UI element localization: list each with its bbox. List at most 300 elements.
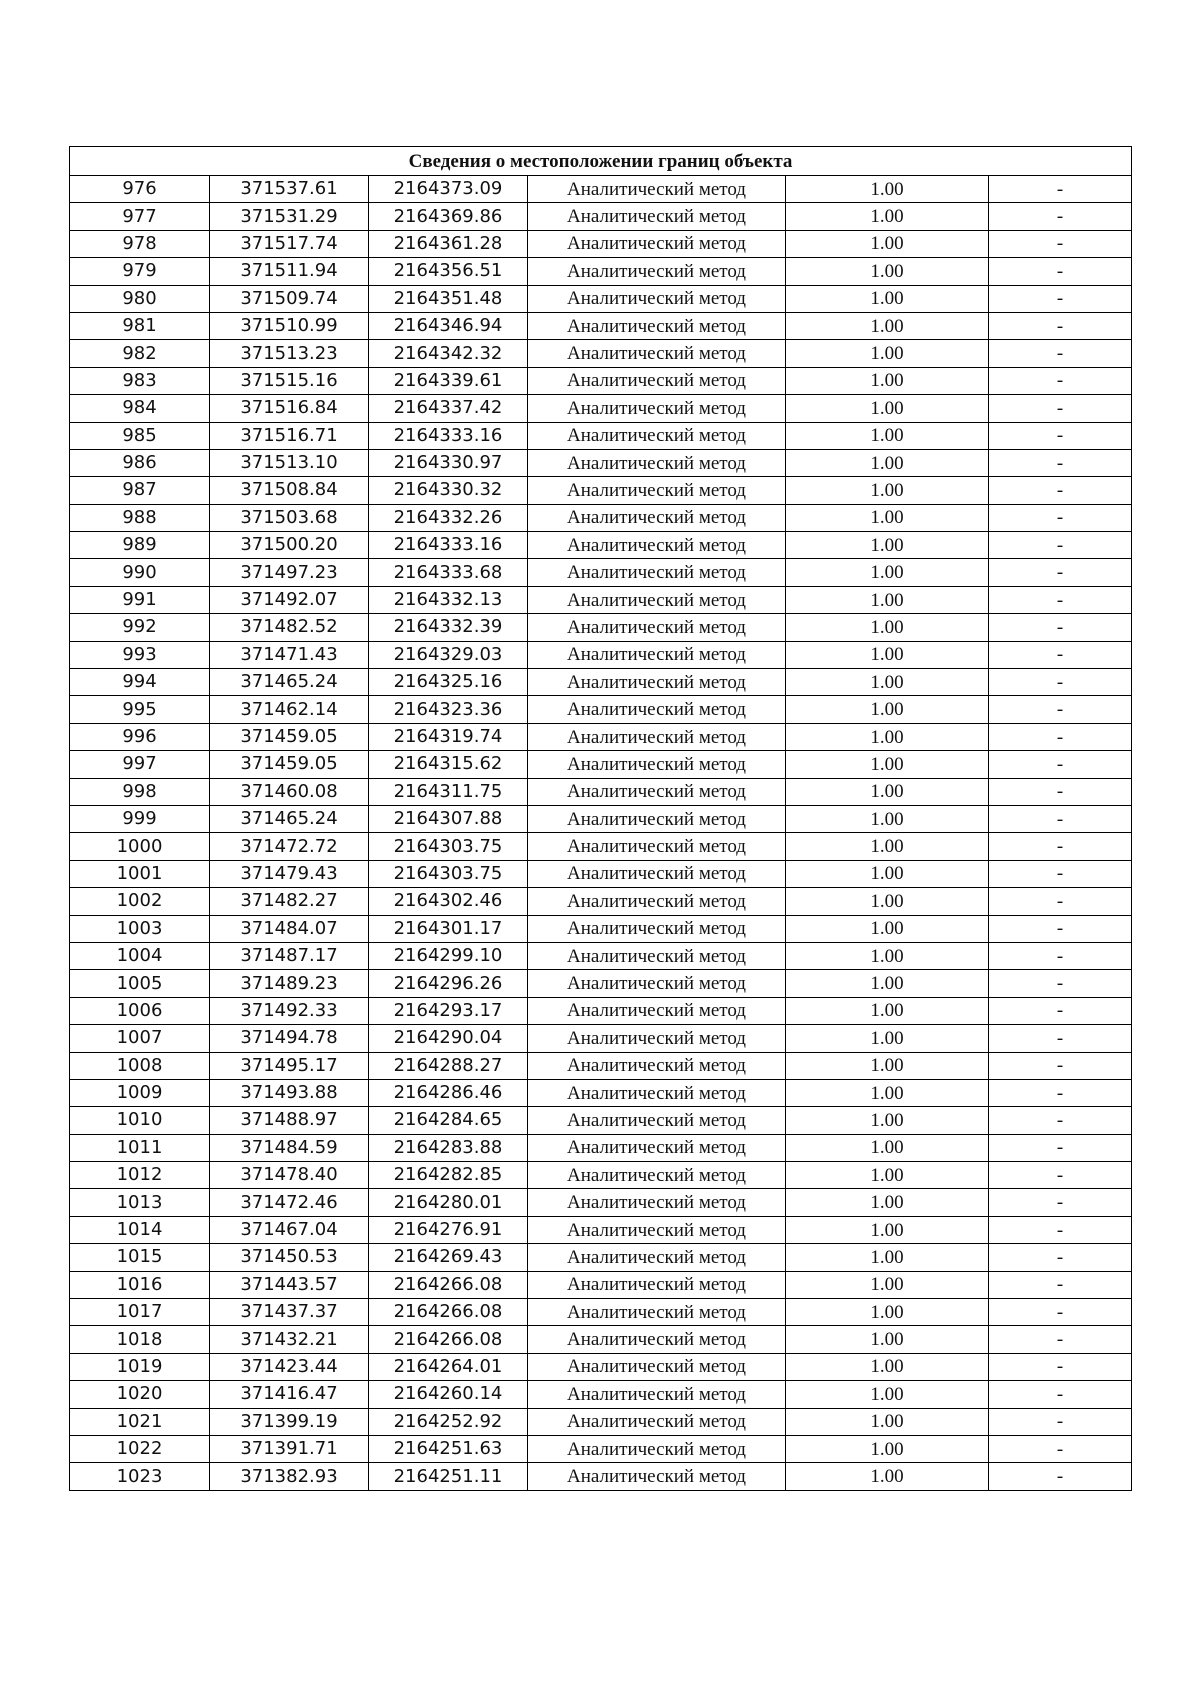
description-cell: - — [989, 1408, 1132, 1435]
method-cell: Аналитический метод — [528, 915, 786, 942]
point-number-cell: 983 — [70, 367, 210, 394]
table-row — [70, 805, 1132, 832]
y-coordinate-cell: 2164276.91 — [369, 1216, 528, 1243]
precision-cell: 1.00 — [786, 696, 989, 723]
y-coordinate-cell: 2164303.75 — [369, 833, 528, 860]
y-coordinate-cell: 2164288.27 — [369, 1052, 528, 1079]
x-coordinate-cell: 371503.68 — [210, 504, 369, 531]
y-coordinate-cell: 2164260.14 — [369, 1381, 528, 1408]
method-cell: Аналитический метод — [528, 230, 786, 257]
method-cell: Аналитический метод — [528, 1326, 786, 1353]
method-cell: Аналитический метод — [528, 176, 786, 203]
point-number-cell: 1012 — [70, 1162, 210, 1189]
description-cell: - — [989, 1052, 1132, 1079]
table-row — [70, 1025, 1132, 1052]
x-coordinate-cell: 371492.07 — [210, 586, 369, 613]
method-cell: Аналитический метод — [528, 1381, 786, 1408]
method-cell: Аналитический метод — [528, 942, 786, 969]
table-row — [70, 1216, 1132, 1243]
x-coordinate-cell: 371515.16 — [210, 367, 369, 394]
point-number-cell: 980 — [70, 285, 210, 312]
description-cell: - — [989, 915, 1132, 942]
x-coordinate-cell: 371513.23 — [210, 340, 369, 367]
precision-cell: 1.00 — [786, 1326, 989, 1353]
table-row — [70, 1162, 1132, 1189]
description-cell: - — [989, 395, 1132, 422]
table-row — [70, 203, 1132, 230]
point-number-cell: 999 — [70, 805, 210, 832]
y-coordinate-cell: 2164251.11 — [369, 1463, 528, 1490]
precision-cell: 1.00 — [786, 997, 989, 1024]
point-number-cell: 1020 — [70, 1381, 210, 1408]
precision-cell: 1.00 — [786, 449, 989, 476]
precision-cell: 1.00 — [786, 230, 989, 257]
method-cell: Аналитический метод — [528, 312, 786, 339]
point-number-cell: 1016 — [70, 1271, 210, 1298]
method-cell: Аналитический метод — [528, 696, 786, 723]
precision-cell: 1.00 — [786, 1079, 989, 1106]
y-coordinate-cell: 2164332.13 — [369, 586, 528, 613]
table-row — [70, 312, 1132, 339]
table-row — [70, 504, 1132, 531]
precision-cell: 1.00 — [786, 1025, 989, 1052]
precision-cell: 1.00 — [786, 586, 989, 613]
table-row — [70, 586, 1132, 613]
point-number-cell: 1007 — [70, 1025, 210, 1052]
precision-cell: 1.00 — [786, 942, 989, 969]
x-coordinate-cell: 371500.20 — [210, 532, 369, 559]
y-coordinate-cell: 2164351.48 — [369, 285, 528, 312]
y-coordinate-cell: 2164293.17 — [369, 997, 528, 1024]
method-cell: Аналитический метод — [528, 586, 786, 613]
table-row — [70, 641, 1132, 668]
description-cell: - — [989, 641, 1132, 668]
point-number-cell: 991 — [70, 586, 210, 613]
precision-cell: 1.00 — [786, 1189, 989, 1216]
precision-cell: 1.00 — [786, 367, 989, 394]
point-number-cell: 1011 — [70, 1134, 210, 1161]
x-coordinate-cell: 371497.23 — [210, 559, 369, 586]
method-cell: Аналитический метод — [528, 1271, 786, 1298]
x-coordinate-cell: 371517.74 — [210, 230, 369, 257]
description-cell: - — [989, 258, 1132, 285]
method-cell: Аналитический метод — [528, 1134, 786, 1161]
y-coordinate-cell: 2164311.75 — [369, 778, 528, 805]
precision-cell: 1.00 — [786, 258, 989, 285]
table-row — [70, 1134, 1132, 1161]
method-cell: Аналитический метод — [528, 1079, 786, 1106]
table-row — [70, 1244, 1132, 1271]
point-number-cell: 1013 — [70, 1189, 210, 1216]
x-coordinate-cell: 371516.71 — [210, 422, 369, 449]
table-row — [70, 449, 1132, 476]
point-number-cell: 1000 — [70, 833, 210, 860]
x-coordinate-cell: 371416.47 — [210, 1381, 369, 1408]
x-coordinate-cell: 371495.17 — [210, 1052, 369, 1079]
y-coordinate-cell: 2164296.26 — [369, 970, 528, 997]
x-coordinate-cell: 371489.23 — [210, 970, 369, 997]
point-number-cell: 1021 — [70, 1408, 210, 1435]
y-coordinate-cell: 2164269.43 — [369, 1244, 528, 1271]
description-cell: - — [989, 1134, 1132, 1161]
x-coordinate-cell: 371493.88 — [210, 1079, 369, 1106]
table-row — [70, 1189, 1132, 1216]
y-coordinate-cell: 2164266.08 — [369, 1299, 528, 1326]
x-coordinate-cell: 371492.33 — [210, 997, 369, 1024]
x-coordinate-cell: 371467.04 — [210, 1216, 369, 1243]
precision-cell: 1.00 — [786, 1435, 989, 1462]
point-number-cell: 993 — [70, 641, 210, 668]
point-number-cell: 1019 — [70, 1353, 210, 1380]
y-coordinate-cell: 2164330.32 — [369, 477, 528, 504]
y-coordinate-cell: 2164252.92 — [369, 1408, 528, 1435]
table-row — [70, 340, 1132, 367]
point-number-cell: 1005 — [70, 970, 210, 997]
y-coordinate-cell: 2164264.01 — [369, 1353, 528, 1380]
precision-cell: 1.00 — [786, 970, 989, 997]
x-coordinate-cell: 371516.84 — [210, 395, 369, 422]
description-cell: - — [989, 1299, 1132, 1326]
x-coordinate-cell: 371450.53 — [210, 1244, 369, 1271]
method-cell: Аналитический метод — [528, 888, 786, 915]
description-cell: - — [989, 805, 1132, 832]
precision-cell: 1.00 — [786, 1463, 989, 1490]
table-row — [70, 723, 1132, 750]
description-cell: - — [989, 669, 1132, 696]
y-coordinate-cell: 2164361.28 — [369, 230, 528, 257]
description-cell: - — [989, 1353, 1132, 1380]
precision-cell: 1.00 — [786, 312, 989, 339]
y-coordinate-cell: 2164266.08 — [369, 1326, 528, 1353]
method-cell: Аналитический метод — [528, 778, 786, 805]
description-cell: - — [989, 1271, 1132, 1298]
point-number-cell: 1002 — [70, 888, 210, 915]
point-number-cell: 995 — [70, 696, 210, 723]
point-number-cell: 997 — [70, 751, 210, 778]
point-number-cell: 994 — [70, 669, 210, 696]
x-coordinate-cell: 371382.93 — [210, 1463, 369, 1490]
y-coordinate-cell: 2164303.75 — [369, 860, 528, 887]
method-cell: Аналитический метод — [528, 751, 786, 778]
y-coordinate-cell: 2164333.16 — [369, 422, 528, 449]
y-coordinate-cell: 2164333.16 — [369, 532, 528, 559]
precision-cell: 1.00 — [786, 504, 989, 531]
x-coordinate-cell: 371484.07 — [210, 915, 369, 942]
point-number-cell: 977 — [70, 203, 210, 230]
precision-cell: 1.00 — [786, 1299, 989, 1326]
precision-cell: 1.00 — [786, 1216, 989, 1243]
method-cell: Аналитический метод — [528, 723, 786, 750]
y-coordinate-cell: 2164286.46 — [369, 1079, 528, 1106]
description-cell: - — [989, 888, 1132, 915]
point-number-cell: 985 — [70, 422, 210, 449]
x-coordinate-cell: 371459.05 — [210, 723, 369, 750]
precision-cell: 1.00 — [786, 340, 989, 367]
table-row — [70, 915, 1132, 942]
point-number-cell: 1022 — [70, 1435, 210, 1462]
y-coordinate-cell: 2164319.74 — [369, 723, 528, 750]
y-coordinate-cell: 2164251.63 — [369, 1435, 528, 1462]
point-number-cell: 1006 — [70, 997, 210, 1024]
table-row — [70, 422, 1132, 449]
method-cell: Аналитический метод — [528, 1162, 786, 1189]
method-cell: Аналитический метод — [528, 1408, 786, 1435]
method-cell: Аналитический метод — [528, 997, 786, 1024]
y-coordinate-cell: 2164369.86 — [369, 203, 528, 230]
table-row — [70, 1271, 1132, 1298]
point-number-cell: 992 — [70, 614, 210, 641]
description-cell: - — [989, 1463, 1132, 1490]
x-coordinate-cell: 371465.24 — [210, 669, 369, 696]
table-row — [70, 1408, 1132, 1435]
method-cell: Аналитический метод — [528, 641, 786, 668]
precision-cell: 1.00 — [786, 285, 989, 312]
method-cell: Аналитический метод — [528, 1244, 786, 1271]
point-number-cell: 986 — [70, 449, 210, 476]
method-cell: Аналитический метод — [528, 1463, 786, 1490]
table-row — [70, 860, 1132, 887]
table-row — [70, 559, 1132, 586]
point-number-cell: 989 — [70, 532, 210, 559]
table-row — [70, 942, 1132, 969]
table-row — [70, 532, 1132, 559]
method-cell: Аналитический метод — [528, 559, 786, 586]
precision-cell: 1.00 — [786, 477, 989, 504]
table-row — [70, 888, 1132, 915]
table-row — [70, 997, 1132, 1024]
x-coordinate-cell: 371471.43 — [210, 641, 369, 668]
table-row — [70, 477, 1132, 504]
table-row — [70, 696, 1132, 723]
method-cell: Аналитический метод — [528, 1025, 786, 1052]
method-cell: Аналитический метод — [528, 203, 786, 230]
point-number-cell: 976 — [70, 176, 210, 203]
table-row — [70, 833, 1132, 860]
method-cell: Аналитический метод — [528, 1353, 786, 1380]
precision-cell: 1.00 — [786, 1107, 989, 1134]
precision-cell: 1.00 — [786, 176, 989, 203]
precision-cell: 1.00 — [786, 1408, 989, 1435]
x-coordinate-cell: 371482.27 — [210, 888, 369, 915]
point-number-cell: 978 — [70, 230, 210, 257]
x-coordinate-cell: 371531.29 — [210, 203, 369, 230]
table-row — [70, 176, 1132, 203]
description-cell: - — [989, 970, 1132, 997]
description-cell: - — [989, 285, 1132, 312]
precision-cell: 1.00 — [786, 888, 989, 915]
method-cell: Аналитический метод — [528, 669, 786, 696]
table-row — [70, 258, 1132, 285]
precision-cell: 1.00 — [786, 1353, 989, 1380]
point-number-cell: 1004 — [70, 942, 210, 969]
point-number-cell: 996 — [70, 723, 210, 750]
y-coordinate-cell: 2164373.09 — [369, 176, 528, 203]
precision-cell: 1.00 — [786, 1052, 989, 1079]
y-coordinate-cell: 2164266.08 — [369, 1271, 528, 1298]
point-number-cell: 1001 — [70, 860, 210, 887]
x-coordinate-cell: 371460.08 — [210, 778, 369, 805]
y-coordinate-cell: 2164332.26 — [369, 504, 528, 531]
x-coordinate-cell: 371472.72 — [210, 833, 369, 860]
method-cell: Аналитический метод — [528, 504, 786, 531]
description-cell: - — [989, 422, 1132, 449]
method-cell: Аналитический метод — [528, 1216, 786, 1243]
precision-cell: 1.00 — [786, 1244, 989, 1271]
description-cell: - — [989, 477, 1132, 504]
x-coordinate-cell: 371462.14 — [210, 696, 369, 723]
caption-row — [70, 147, 1132, 176]
description-cell: - — [989, 532, 1132, 559]
method-cell: Аналитический метод — [528, 860, 786, 887]
table-row — [70, 285, 1132, 312]
table-row — [70, 669, 1132, 696]
y-coordinate-cell: 2164342.32 — [369, 340, 528, 367]
method-cell: Аналитический метод — [528, 1107, 786, 1134]
description-cell: - — [989, 723, 1132, 750]
table-row — [70, 1079, 1132, 1106]
point-number-cell: 984 — [70, 395, 210, 422]
x-coordinate-cell: 371484.59 — [210, 1134, 369, 1161]
x-coordinate-cell: 371488.97 — [210, 1107, 369, 1134]
table-row — [70, 1381, 1132, 1408]
description-cell: - — [989, 997, 1132, 1024]
description-cell: - — [989, 367, 1132, 394]
y-coordinate-cell: 2164284.65 — [369, 1107, 528, 1134]
description-cell: - — [989, 1435, 1132, 1462]
table-row — [70, 751, 1132, 778]
table-row — [70, 614, 1132, 641]
description-cell: - — [989, 449, 1132, 476]
description-cell: - — [989, 203, 1132, 230]
method-cell: Аналитический метод — [528, 1435, 786, 1462]
method-cell: Аналитический метод — [528, 367, 786, 394]
description-cell: - — [989, 778, 1132, 805]
x-coordinate-cell: 371487.17 — [210, 942, 369, 969]
y-coordinate-cell: 2164290.04 — [369, 1025, 528, 1052]
x-coordinate-cell: 371508.84 — [210, 477, 369, 504]
point-number-cell: 1008 — [70, 1052, 210, 1079]
y-coordinate-cell: 2164282.85 — [369, 1162, 528, 1189]
table-caption: Сведения о местоположении границ объекта — [70, 147, 1132, 176]
table-row — [70, 778, 1132, 805]
method-cell: Аналитический метод — [528, 805, 786, 832]
point-number-cell: 988 — [70, 504, 210, 531]
x-coordinate-cell: 371391.71 — [210, 1435, 369, 1462]
point-number-cell: 1018 — [70, 1326, 210, 1353]
method-cell: Аналитический метод — [528, 285, 786, 312]
y-coordinate-cell: 2164346.94 — [369, 312, 528, 339]
x-coordinate-cell: 371478.40 — [210, 1162, 369, 1189]
description-cell: - — [989, 1381, 1132, 1408]
precision-cell: 1.00 — [786, 614, 989, 641]
point-number-cell: 1017 — [70, 1299, 210, 1326]
description-cell: - — [989, 696, 1132, 723]
y-coordinate-cell: 2164337.42 — [369, 395, 528, 422]
method-cell: Аналитический метод — [528, 1189, 786, 1216]
description-cell: - — [989, 1244, 1132, 1271]
table-body — [70, 147, 1132, 1491]
precision-cell: 1.00 — [786, 1134, 989, 1161]
precision-cell: 1.00 — [786, 778, 989, 805]
description-cell: - — [989, 230, 1132, 257]
description-cell: - — [989, 751, 1132, 778]
table-row — [70, 1435, 1132, 1462]
y-coordinate-cell: 2164301.17 — [369, 915, 528, 942]
boundary-points-table — [69, 146, 1132, 1491]
precision-cell: 1.00 — [786, 805, 989, 832]
point-number-cell: 979 — [70, 258, 210, 285]
description-cell: - — [989, 176, 1132, 203]
description-cell: - — [989, 586, 1132, 613]
y-coordinate-cell: 2164330.97 — [369, 449, 528, 476]
point-number-cell: 982 — [70, 340, 210, 367]
description-cell: - — [989, 1326, 1132, 1353]
point-number-cell: 998 — [70, 778, 210, 805]
description-cell: - — [989, 504, 1132, 531]
y-coordinate-cell: 2164329.03 — [369, 641, 528, 668]
point-number-cell: 1003 — [70, 915, 210, 942]
y-coordinate-cell: 2164280.01 — [369, 1189, 528, 1216]
description-cell: - — [989, 833, 1132, 860]
description-cell: - — [989, 1216, 1132, 1243]
y-coordinate-cell: 2164307.88 — [369, 805, 528, 832]
y-coordinate-cell: 2164299.10 — [369, 942, 528, 969]
table-row — [70, 367, 1132, 394]
x-coordinate-cell: 371399.19 — [210, 1408, 369, 1435]
description-cell: - — [989, 942, 1132, 969]
x-coordinate-cell: 371472.46 — [210, 1189, 369, 1216]
y-coordinate-cell: 2164325.16 — [369, 669, 528, 696]
method-cell: Аналитический метод — [528, 340, 786, 367]
precision-cell: 1.00 — [786, 860, 989, 887]
table-row — [70, 1299, 1132, 1326]
y-coordinate-cell: 2164302.46 — [369, 888, 528, 915]
table-row — [70, 395, 1132, 422]
table-row — [70, 1052, 1132, 1079]
x-coordinate-cell: 371513.10 — [210, 449, 369, 476]
x-coordinate-cell: 371423.44 — [210, 1353, 369, 1380]
y-coordinate-cell: 2164339.61 — [369, 367, 528, 394]
precision-cell: 1.00 — [786, 422, 989, 449]
description-cell: - — [989, 1079, 1132, 1106]
point-number-cell: 1015 — [70, 1244, 210, 1271]
method-cell: Аналитический метод — [528, 477, 786, 504]
x-coordinate-cell: 371459.05 — [210, 751, 369, 778]
x-coordinate-cell: 371494.78 — [210, 1025, 369, 1052]
description-cell: - — [989, 559, 1132, 586]
precision-cell: 1.00 — [786, 751, 989, 778]
x-coordinate-cell: 371437.37 — [210, 1299, 369, 1326]
method-cell: Аналитический метод — [528, 833, 786, 860]
point-number-cell: 1009 — [70, 1079, 210, 1106]
table-row — [70, 1353, 1132, 1380]
precision-cell: 1.00 — [786, 833, 989, 860]
y-coordinate-cell: 2164332.39 — [369, 614, 528, 641]
table-row — [70, 970, 1132, 997]
method-cell: Аналитический метод — [528, 1052, 786, 1079]
method-cell: Аналитический метод — [528, 614, 786, 641]
description-cell: - — [989, 312, 1132, 339]
precision-cell: 1.00 — [786, 559, 989, 586]
x-coordinate-cell: 371432.21 — [210, 1326, 369, 1353]
point-number-cell: 1010 — [70, 1107, 210, 1134]
description-cell: - — [989, 340, 1132, 367]
precision-cell: 1.00 — [786, 915, 989, 942]
precision-cell: 1.00 — [786, 203, 989, 230]
precision-cell: 1.00 — [786, 669, 989, 696]
x-coordinate-cell: 371479.43 — [210, 860, 369, 887]
table-row — [70, 230, 1132, 257]
